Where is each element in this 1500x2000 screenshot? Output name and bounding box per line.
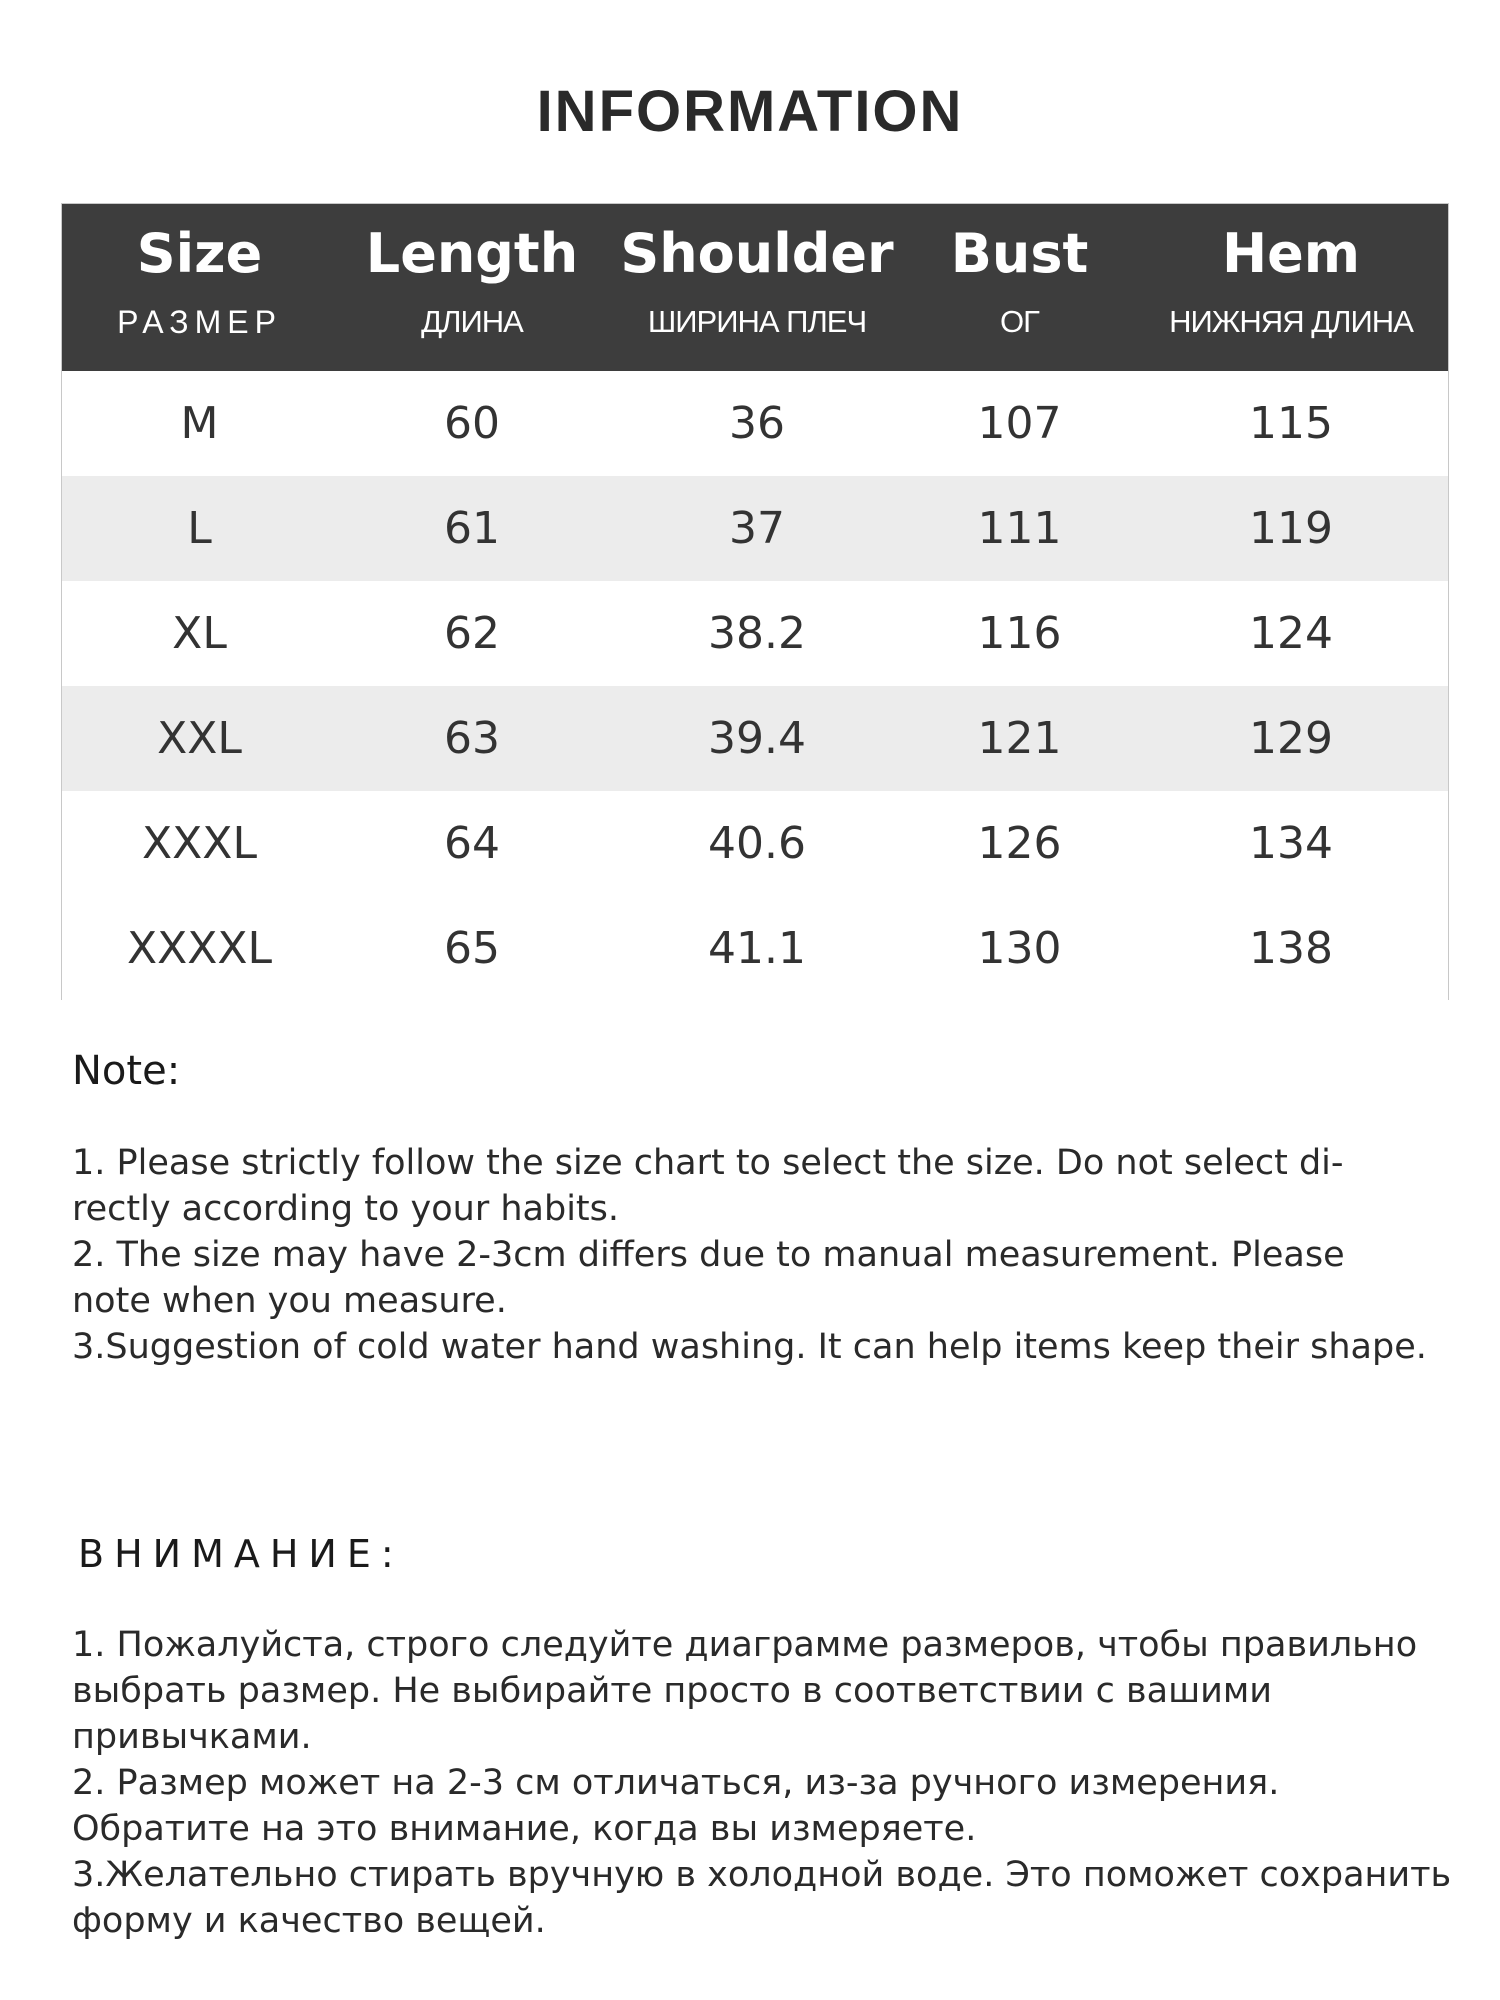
- header-label-en: Bust: [950, 222, 1089, 285]
- cell-bust: 126: [977, 818, 1062, 869]
- cell-shoulder: 39.4: [708, 713, 806, 764]
- ru-note-heading: ВНИМАНИЕ:: [78, 1532, 404, 1576]
- table-row: [62, 476, 1448, 581]
- header-label-ru: ШИРИНА ПЛЕЧ: [647, 304, 867, 339]
- cell-size: M: [180, 398, 219, 449]
- cell-shoulder: 38.2: [708, 608, 806, 659]
- note-item: 3.Suggestion of cold water hand washing. It can help items keep their shape.: [72, 1327, 1427, 1367]
- note-heading: Note:: [72, 1048, 181, 1094]
- ru-note-item: 3.Желательно стирать вручную в холодной воде. Это поможет сохранить форму и качество вещей.: [72, 1855, 1452, 1941]
- cell-size: XL: [172, 608, 227, 659]
- note-item: 2. The size may have 2-3cm differs due to manual measurement. Please note when you measure.: [72, 1235, 1345, 1321]
- header-size: [62, 204, 337, 371]
- table-row: [62, 791, 1448, 896]
- ru-note-item: 2. Размер может на 2-3 см отличаться, из-за ручного измерения. Обратите на это внимание, когда вы измеряете.: [72, 1763, 1280, 1849]
- header-shoulder: [607, 204, 907, 371]
- header-label-en: Length: [365, 222, 579, 285]
- ru-note-item: 1. Пожалуйста, строго следуйте диаграмме размеров, чтобы правильно выбрать размер. Не выбирайте просто в соответствии с вашими привычками.: [72, 1625, 1418, 1757]
- table-header: [62, 204, 1448, 371]
- header-label-en: Hem: [1221, 222, 1361, 285]
- cell-shoulder: 40.6: [708, 818, 806, 869]
- cell-shoulder: 37: [729, 503, 785, 554]
- size-chart-table: [61, 203, 1449, 1000]
- cell-length: 62: [444, 608, 500, 659]
- cell-size: XXXXL: [126, 923, 273, 974]
- cell-hem: 134: [1249, 818, 1333, 869]
- note-list: [72, 1140, 1432, 1370]
- note-item: 1. Please strictly follow the size chart to select the size. Do not select di-rectly according to your habits.: [72, 1143, 1344, 1229]
- table-row: [62, 896, 1448, 1001]
- header-hem: [1132, 204, 1450, 371]
- cell-size: XXXL: [142, 818, 257, 869]
- header-label-ru: НИЖНЯЯ ДЛИНА: [1169, 304, 1413, 339]
- header-bust: [907, 204, 1132, 371]
- table-row: [62, 581, 1448, 686]
- header-label-en: Shoulder: [620, 222, 894, 285]
- cell-size: L: [187, 503, 212, 554]
- header-length: [337, 204, 607, 371]
- header-label-ru: ДЛИНА: [421, 304, 523, 339]
- cell-size: XXL: [157, 713, 242, 764]
- cell-shoulder: 41.1: [708, 923, 806, 974]
- cell-length: 60: [444, 398, 500, 449]
- cell-bust: 130: [977, 923, 1062, 974]
- cell-hem: 138: [1249, 923, 1333, 974]
- ru-note-list: [72, 1622, 1452, 1944]
- header-label-en: Size: [136, 222, 263, 285]
- cell-hem: 115: [1249, 398, 1333, 449]
- table-row: [62, 686, 1448, 791]
- cell-hem: 124: [1249, 608, 1333, 659]
- header-label-ru: РАЗМЕР: [117, 304, 282, 340]
- cell-bust: 121: [977, 713, 1062, 764]
- cell-hem: 129: [1249, 713, 1333, 764]
- cell-bust: 111: [977, 503, 1062, 554]
- cell-shoulder: 36: [729, 398, 785, 449]
- header-label-ru: ОГ: [1000, 304, 1039, 339]
- table-row: [62, 371, 1448, 476]
- cell-length: 61: [444, 503, 500, 554]
- page-title: INFORMATION: [536, 79, 964, 144]
- cell-bust: 116: [977, 608, 1062, 659]
- cell-length: 64: [444, 818, 500, 869]
- cell-bust: 107: [977, 398, 1062, 449]
- cell-length: 63: [444, 713, 500, 764]
- cell-hem: 119: [1249, 503, 1333, 554]
- cell-length: 65: [444, 923, 500, 974]
